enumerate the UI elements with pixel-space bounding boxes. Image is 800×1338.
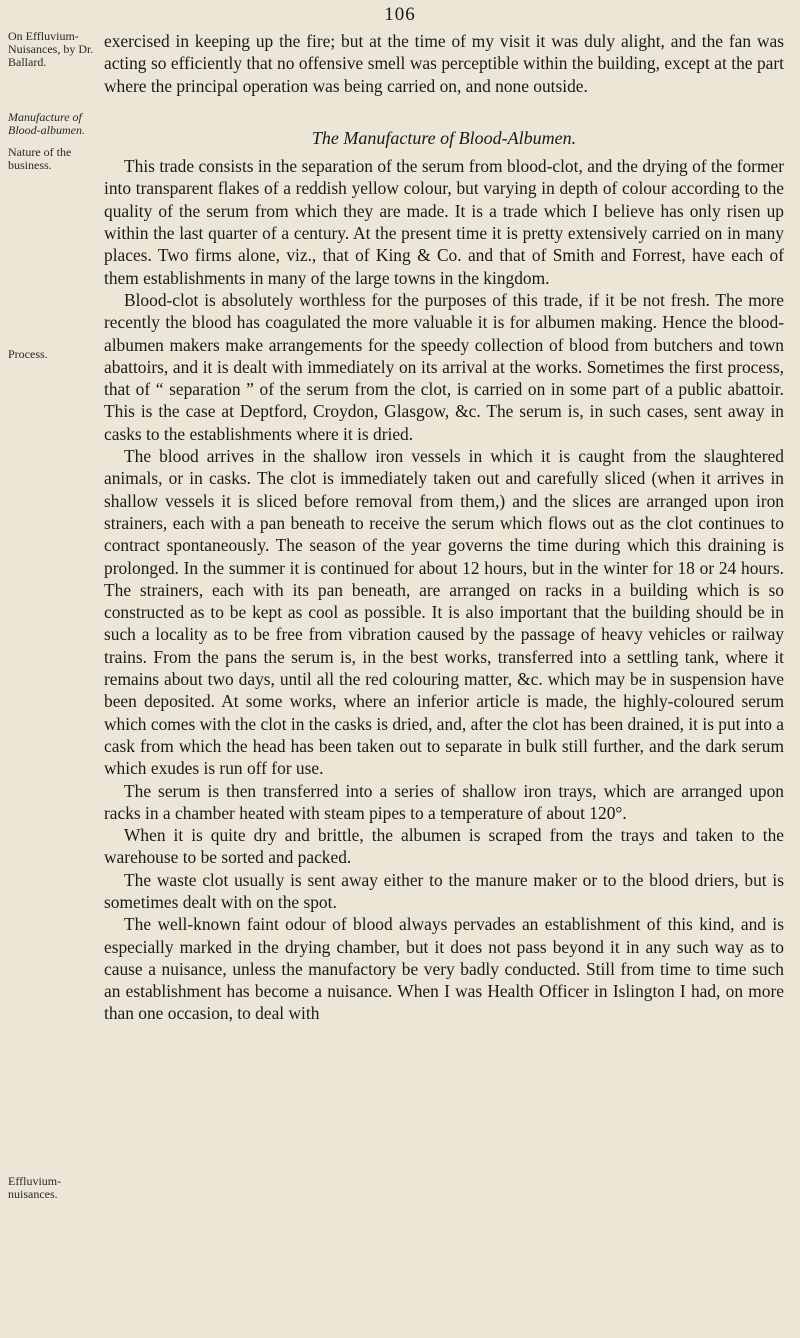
section-heading: The Manufacture of Blood-Albumen. bbox=[311, 127, 577, 148]
paragraph-dry-albumen: When it is quite dry and brittle, the albumen is scraped from the trays and taken to the warehouse to be sorted and packed. bbox=[104, 825, 784, 868]
margin-note-nature-of-business: Nature of the business. bbox=[8, 145, 72, 172]
paragraph-serum-trays: The serum is then transferred into a series of shallow iron trays, which are arranged upon racks in a chamber heated with steam pipes to a temperature of about 120°. bbox=[104, 780, 784, 823]
opening-paragraph: exercised in keeping up the fire; but at the time of my visit it was duly alight, and the fan was acting so efficiently that no offensive smell was perceptible within the building, except at the part where the principal operation was being carried on, and none outside. bbox=[104, 31, 784, 96]
page-number: 106 bbox=[384, 4, 416, 25]
paragraph-blood-arrives: The blood arrives in the shallow iron vessels in which it is caught from the slaughtered animals, or in casks. The clot is immediately taken out and carefully sliced (when it arrives in shallow vessels it is sliced before removal from them,) and the slices are arranged upon iron strainers, each with a pan beneath to receive the serum which flows out as the clot continues to contract spontaneously. The season of the year governs the time during which this draining is prolonged. In the summer it is continued for about 12 hours, but in the winter for 18 or 24 hours. The strainers, each with its pan beneath, are arranged on racks in a building which is so constructed as to be kept as cool as possible. It is also important that the building should be in such a locality as to be free from vibration caused by the passage of heavy vehicles or railway trains. From the pans the serum is, in the best works, transferred into a settling tank, where it remains about two days, until all the red colouring matter, &c. which may be in suspension have been deposited. At some works, where an inferior article is made, the highly-coloured serum which comes with the clot in the casks is dried, and, after the clot has been drained, it is put into a cask from which the head has been taken out to separate in bulk still further, and the dark serum which exudes is run off for use. bbox=[104, 446, 784, 779]
margin-note-effluvium-nuisances: Effluvium-nuisances. bbox=[8, 1174, 62, 1201]
paragraph-waste-clot: The waste clot usually is sent away either to the manure maker or to the blood driers, but is sometimes dealt with on the spot. bbox=[104, 869, 784, 912]
margin-note-manufacture-blood-albumen: Manufacture of Blood-albumen. bbox=[8, 110, 85, 137]
margin-note-process: Process. bbox=[8, 347, 48, 361]
body-text bbox=[104, 30, 784, 1025]
margin-note-running-title: On Effluvium-Nuisances, by Dr. Ballard. bbox=[8, 29, 94, 69]
paragraph-nature-of-trade: This trade consists in the separation of the serum from blood-clot, and the drying of the former into transparent flakes of a reddish yellow colour, but varying in depth of colour according to the quality of the serum from which they are made. It is a trade which I believe has only risen up within the last quarter of a century. At the present time it is pretty extensively carried on in many places. Two firms alone, viz., that of King & Co. and that of Smith and Forrest, have each of them establishments in many of the large towns in the kingdom. bbox=[104, 156, 784, 288]
paragraph-blood-clot: Blood-clot is absolutely worthless for the purposes of this trade, if it be not fresh. The more recently the blood has coagulated the more valuable it is for albumen making. Hence the blood-albumen makers make arrangements for the speedy collection of blood from butchers and town abattoirs, and it is dealt with immediately on its arrival at the works. Sometimes the first process, that of “ separation ” of the serum from the clot, is carried on in some part of a public abattoir. This is the case at Deptford, Croydon, Glasgow, &c. The serum is, in such cases, sent away in casks to the establishments where it is dried. bbox=[104, 289, 784, 444]
paragraph-odour-nuisance: The well-known faint odour of blood always pervades an establishment of this kind, and is especially marked in the drying chamber, but it does not pass beyond it in any such way as to cause a nuisance, unless the manufactory be very badly conducted. Still from time to time such an establishment has become a nuisance. When I was Health Officer in Islington I had, on more than one occasion, to deal with bbox=[104, 914, 784, 1024]
